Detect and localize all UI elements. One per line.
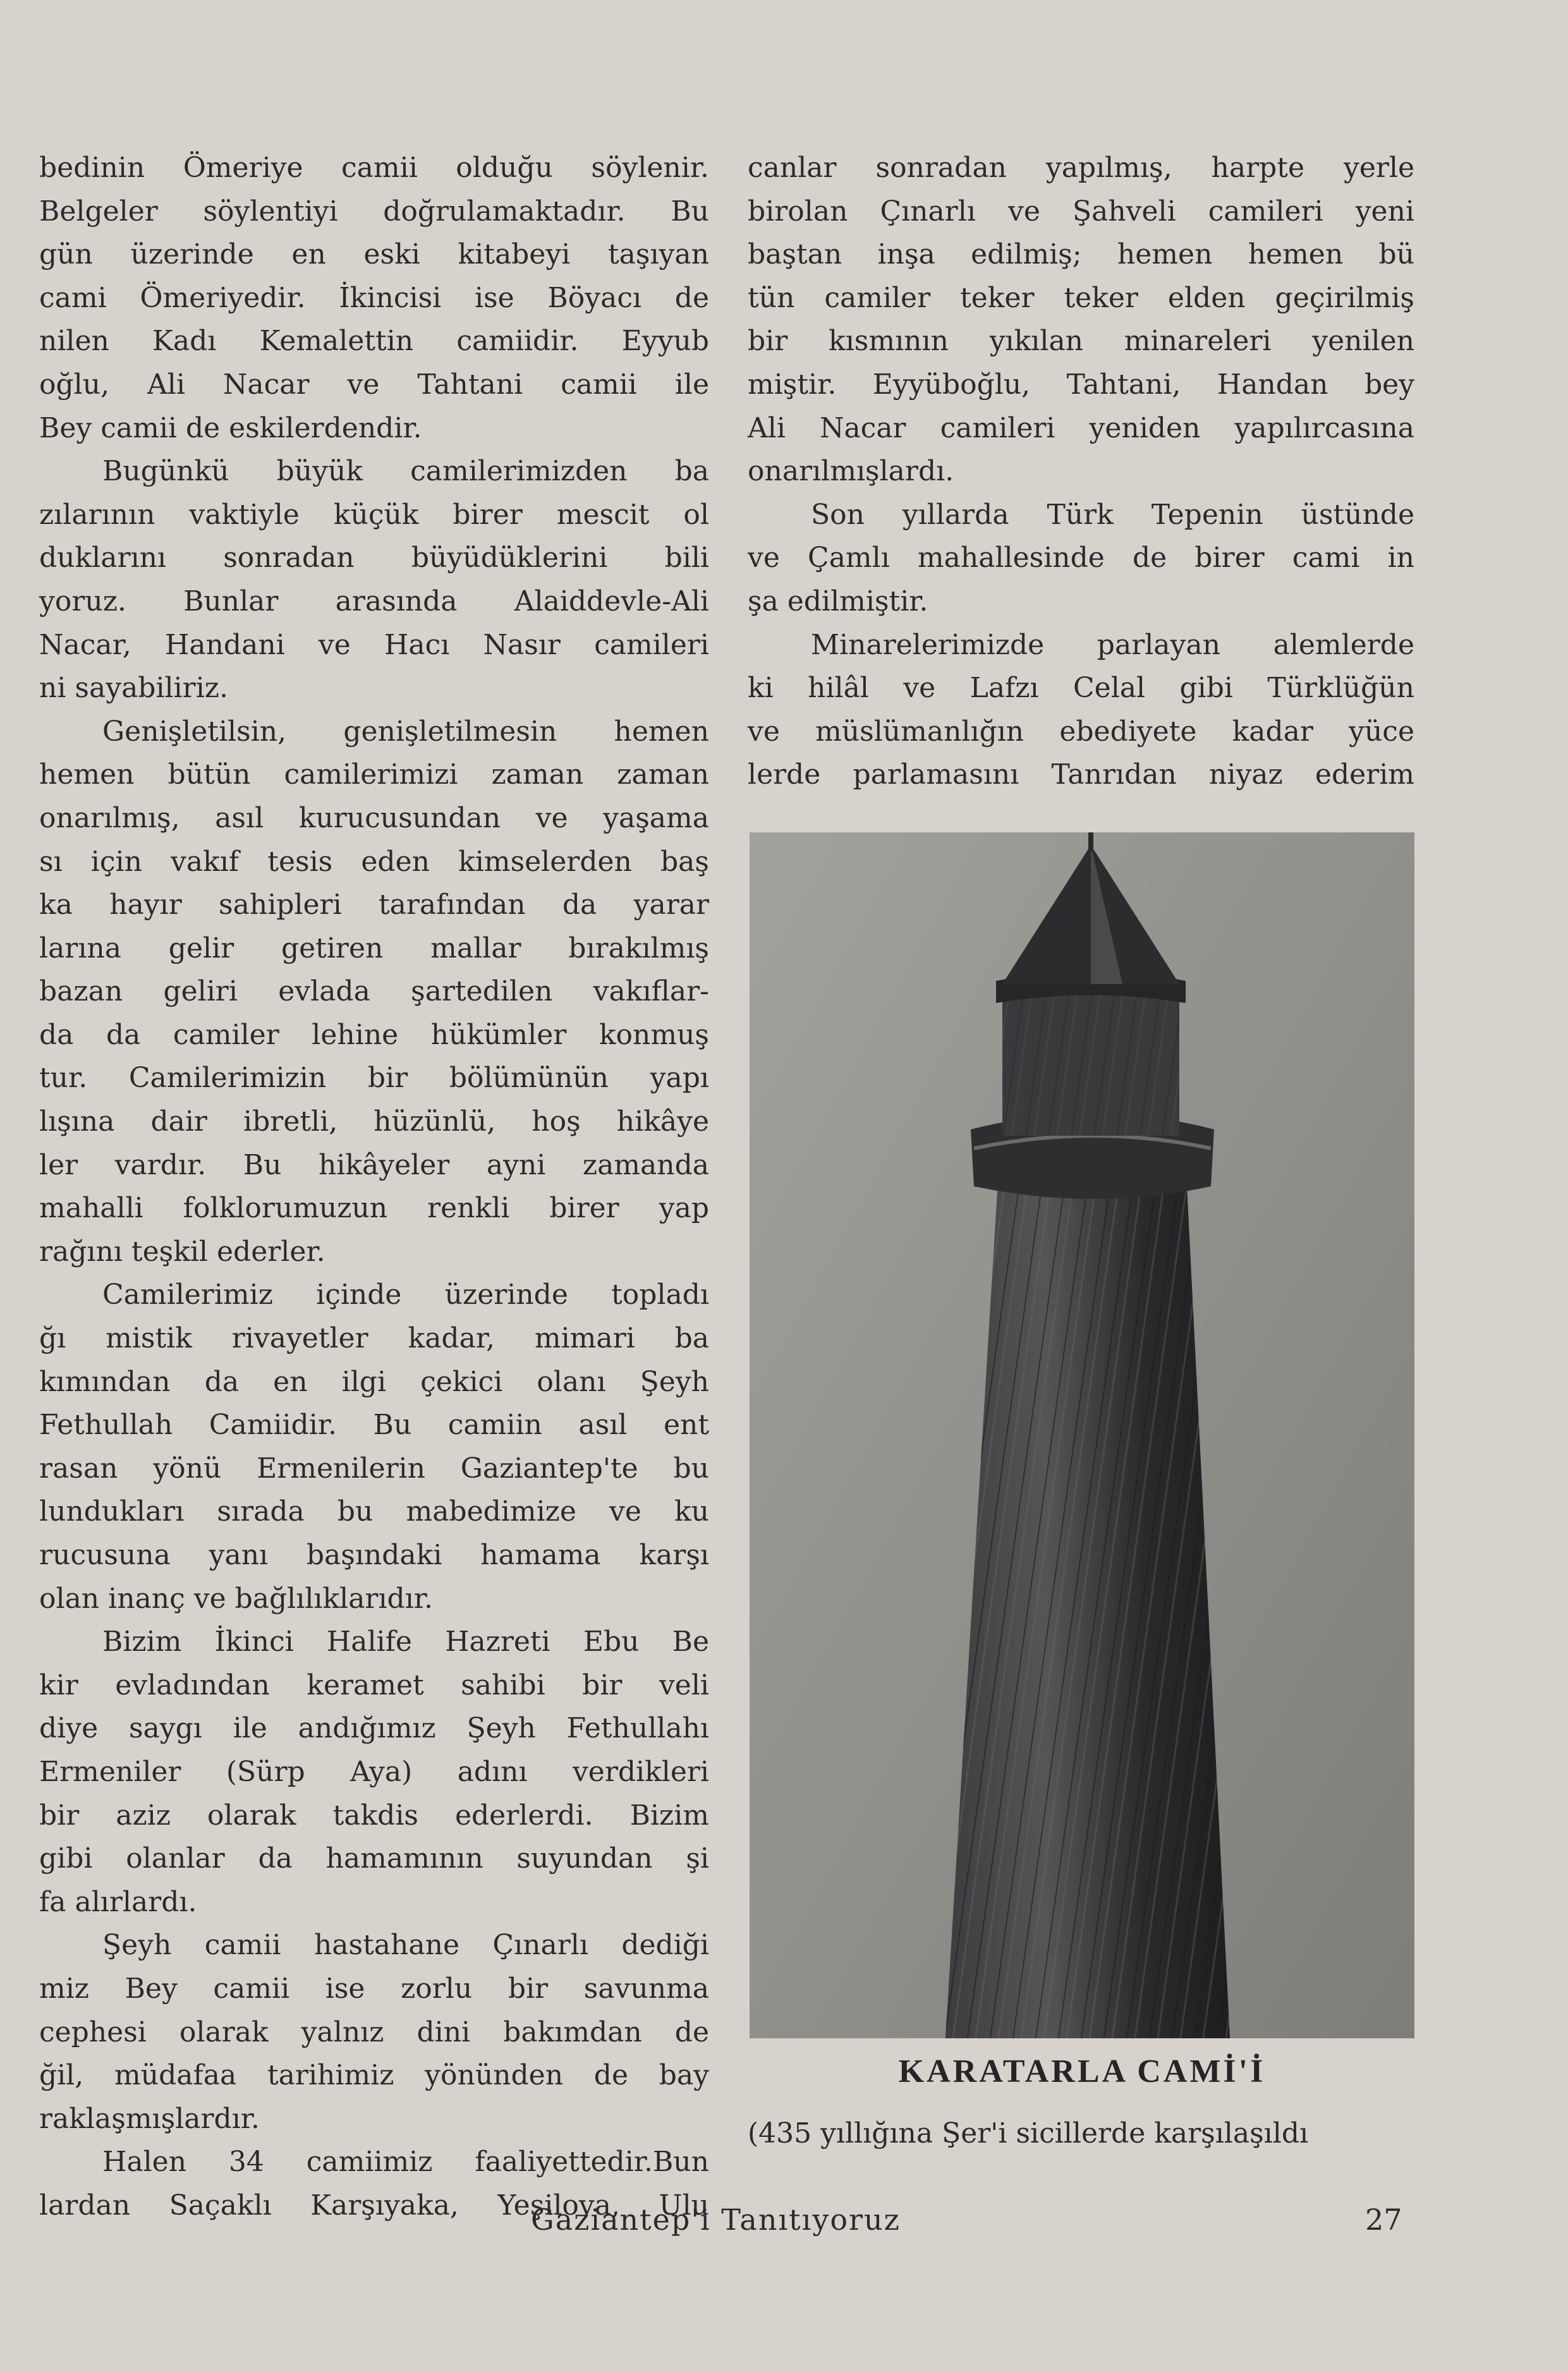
text-line: fa alırlardı. <box>39 1885 197 1918</box>
text-line: rucusuna yanı başındaki hamama karşı <box>39 1539 709 1571</box>
text-line: tün camiler teker teker elden geçirilmiş <box>748 281 1414 314</box>
text-line: Halen 34 camiimiz faaliyettedir.Bun <box>102 2146 709 2179</box>
text-line: Nacar, Handani ve Hacı Nasır camileri <box>39 628 709 661</box>
text-line: gün üzerinde en eski kitabeyi taşıyan <box>39 238 709 271</box>
text-line: Ali Nacar camileri yeniden yapılırcasına <box>748 411 1414 444</box>
footer-title: Gaziantep'i Tanıtıyoruz <box>531 2203 901 2237</box>
minaret-illustration <box>750 832 1414 2038</box>
text-line: lardan Saçaklı Karşıyaka, Yeşilova, Ulu <box>39 2189 709 2222</box>
text-line: bir kısmının yıkılan minareleri yenilen <box>748 325 1414 358</box>
text-line: zılarının vaktiyle küçük birer mescit ol <box>39 498 709 531</box>
text-line: gibi olanlar da hamamının suyundan şi <box>39 1842 709 1875</box>
left-text-column <box>39 147 709 2228</box>
text-line: da da camiler lehine hükümler konmuş <box>39 1018 709 1051</box>
text-line: tur. Camilerimizin bir bölümünün yapı <box>39 1062 709 1095</box>
text-line: bazan geliri evlada şartedilen vakıflar- <box>39 975 709 1008</box>
text-line: sı için vakıf tesis eden kimselerden baş <box>39 845 709 878</box>
text-line: lundukları sırada bu mabedimize ve ku <box>39 1495 709 1528</box>
text-line: kir evladından keramet sahibi bir veli <box>39 1669 709 1701</box>
text-line: ğı mistik rivayetler kadar, mimari ba <box>39 1322 709 1355</box>
text-line: Bizim İkinci Halife Hazreti Ebu Be <box>102 1626 709 1658</box>
text-line: birolan Çınarlı ve Şahveli camileri yeni <box>748 195 1414 228</box>
text-line: miştir. Eyyüboğlu, Tahtani, Handan bey <box>748 368 1414 401</box>
text-line: Şeyh camii hastahane Çınarlı dediği <box>102 1929 709 1962</box>
text-line: baştan inşa edilmiş; hemen hemen bü <box>748 238 1414 271</box>
text-line: rağını teşkil ederler. <box>39 1235 325 1268</box>
text-line: bir aziz olarak takdis ederlerdi. Bizim <box>39 1799 709 1832</box>
text-line: ler vardır. Bu hikâyeler ayni zamanda <box>39 1148 709 1181</box>
text-line: diye saygı ile andığımız Şeyh Fethullahı <box>39 1712 709 1745</box>
text-line: onarılmış, asıl kurucusundan ve yaşama <box>39 801 709 834</box>
text-line: Camilerimiz içinde üzerinde topladı <box>102 1279 709 1311</box>
text-line: lışına dair ibretli, hüzünlü, hoş hikâye <box>39 1105 709 1138</box>
minaret-photo <box>750 832 1414 2038</box>
text-line: ni sayabiliriz. <box>39 672 228 705</box>
text-line: nilen Kadı Kemalettin camiidir. Eyyub <box>39 325 709 358</box>
text-line: ki hilâl ve Lafzı Celal gibi Türklüğün <box>748 672 1414 705</box>
photo-caption-title: KARATARLA CAMİ'İ <box>898 2053 1266 2089</box>
text-line: Son yıllarda Türk Tepenin üstünde <box>811 498 1414 531</box>
text-line: olan inanç ve bağlılıklarıdır. <box>39 1582 433 1615</box>
text-line: ka hayır sahipleri tarafından da yarar <box>39 889 709 921</box>
text-line: duklarını sonradan büyüdüklerini bili <box>39 542 709 575</box>
photo-caption-subtitle: (435 yıllığına Şer'i sicillerde karşılaşıldı <box>748 2117 1309 2150</box>
text-line: kımından da en ilgi çekici olanı Şeyh <box>39 1365 709 1398</box>
text-line: ve Çamlı mahallesinde de birer cami in <box>748 542 1414 575</box>
text-line: miz Bey camii ise zorlu bir savunma <box>39 1972 709 2005</box>
text-line: bedinin Ömeriye camii olduğu söylenir. <box>39 152 709 184</box>
text-line: onarılmışlardı. <box>748 455 954 488</box>
text-line: Belgeler söylentiyi doğrulamaktadır. Bu <box>39 195 709 228</box>
text-line: cami Ömeriyedir. İkincisi ise Böyacı de <box>39 281 709 314</box>
text-line: lerde parlamasını Tanrıdan niyaz ederim <box>748 758 1414 791</box>
page-number: 27 <box>1365 2203 1402 2237</box>
text-line: Fethullah Camiidir. Bu camiin asıl ent <box>39 1409 709 1442</box>
text-line: ve müslümanlığın ebediyete kadar yüce <box>748 715 1414 748</box>
right-text-column <box>748 147 1414 797</box>
text-line: Minarelerimizde parlayan alemlerde <box>811 628 1414 661</box>
text-line: Bey camii de eskilerdendir. <box>39 411 422 444</box>
text-line: rasan yönü Ermenilerin Gaziantep'te bu <box>39 1452 709 1485</box>
text-line: canlar sonradan yapılmış, harpte yerle <box>748 152 1414 184</box>
text-line: raklaşmışlardır. <box>39 2102 260 2135</box>
text-line: larına gelir getiren mallar bırakılmış <box>39 932 709 964</box>
text-line: Ermeniler (Sürp Aya) adını verdikleri <box>39 1755 709 1788</box>
text-line: oğlu, Ali Nacar ve Tahtani camii ile <box>39 368 709 401</box>
text-line: şa edilmiştir. <box>748 585 928 617</box>
text-line: mahalli folklorumuzun renkli birer yap <box>39 1192 709 1225</box>
text-line: Genişletilsin, genişletilmesin hemen <box>102 715 709 748</box>
text-line: yoruz. Bunlar arasında Alaiddevle-Ali <box>39 585 709 617</box>
text-line: ğil, müdafaa tarihimiz yönünden de bay <box>39 2059 709 2092</box>
text-line: cephesi olarak yalnız dini bakımdan de <box>39 2016 709 2048</box>
text-line: Bugünkü büyük camilerimizden ba <box>102 455 709 488</box>
text-line: hemen bütün camilerimizi zaman zaman <box>39 758 709 791</box>
